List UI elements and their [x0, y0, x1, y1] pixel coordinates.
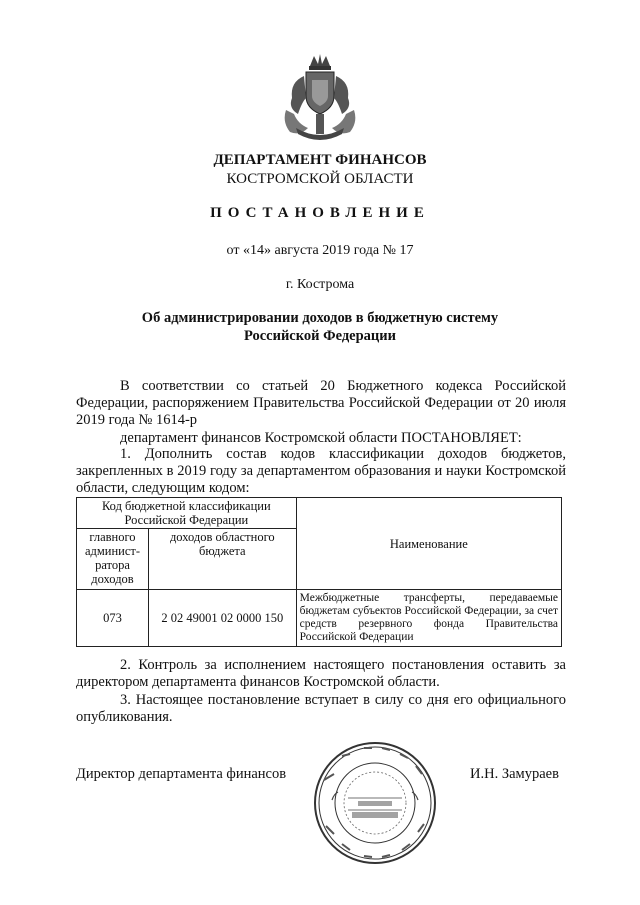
table-admin-header: главного админист-ратора доходов	[77, 529, 149, 590]
resolve-paragraph: департамент финансов Костромской области ПОСТАНОВЛЯЕТ:	[120, 430, 522, 446]
coat-of-arms-icon	[278, 52, 362, 144]
income-code-cell: 2 02 49001 02 0000 150	[148, 590, 296, 647]
document-city: г. Кострома	[285, 277, 355, 292]
department-region: КОСТРОМСКОЙ ОБЛАСТИ	[226, 171, 414, 187]
document-date-number: от «14» августа 2019 года № 17	[226, 243, 414, 258]
document-type: ПОСТАНОВЛЕНИЕ	[210, 205, 430, 221]
department-title: ДЕПАРТАМЕНТ ФИНАНСОВ	[213, 152, 427, 168]
budget-classification-table	[76, 497, 562, 647]
signatory-name: И.Н. Замураев	[470, 766, 559, 782]
item-3-paragraph: 3. Настоящее постановление вступает в силу со дня его официального опубликования.	[76, 692, 566, 725]
subject-line-1: Об администрировании доходов в бюджетную систему	[141, 310, 499, 326]
table-row	[77, 590, 562, 647]
admin-code-cell: 073	[77, 590, 149, 647]
subject-line-2: Российской Федерации	[243, 328, 396, 344]
official-seal-stamp	[312, 740, 438, 866]
table-name-header: Наименование	[296, 498, 561, 590]
income-name-cell: Межбюджетные трансферты, передаваемые бюджетам субъектов Российской Федерации, за счет средств резервного фонда Правительства Российской Федерации	[296, 590, 561, 647]
table-group-header: Код бюджетной классификации Российской Федерации	[77, 498, 297, 529]
document-subject	[0, 309, 640, 345]
table-income-header: доходов областного бюджета	[148, 529, 296, 590]
item-2-paragraph: 2. Контроль за исполнением настоящего постановления оставить за директором департамента финансов Костромской области.	[76, 657, 566, 690]
item-1-paragraph: 1. Дополнить состав кодов классификации доходов бюджетов, закрепленных в 2019 году за департаментом образования и науки Костромской области, следующим кодом:	[76, 446, 566, 496]
basis-paragraph: В соответствии со статьей 20 Бюджетного кодекса Российской Федерации, распоряжением Правительства Российской Федерации от 20 июля 2019 года № 1614-р	[76, 378, 566, 428]
signatory-role: Директор департамента финансов	[76, 766, 287, 782]
table-header-row	[77, 498, 562, 529]
